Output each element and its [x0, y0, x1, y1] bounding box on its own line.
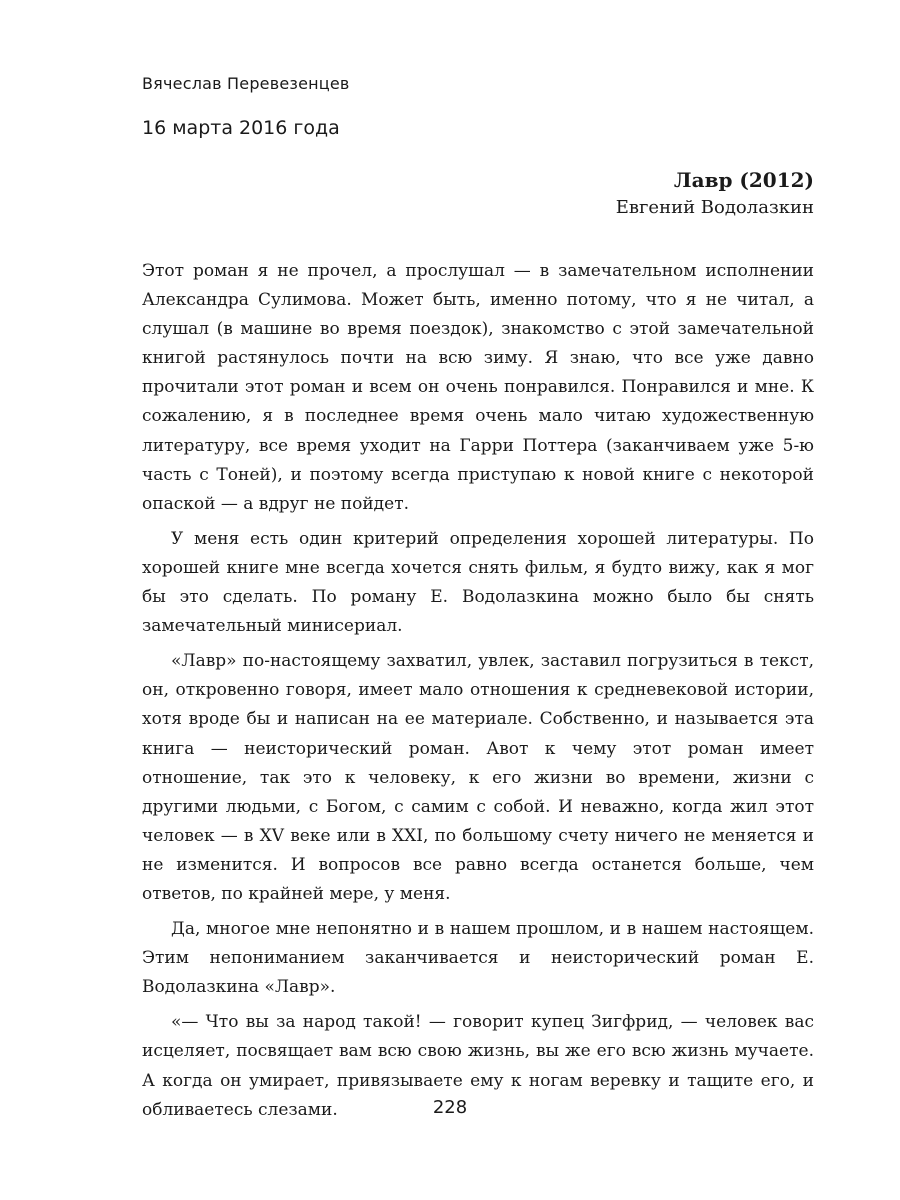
paragraph-5: «— Что вы за народ такой! — говорит купец Зигфрид, — человек вас исцеляет, посвящает вам всю свою жизнь, вы же его всю жизнь мучаете. А когда он умирает, привязываете ему к ногам веревку и тащите его, и обливаетесь слезами.: [142, 1012, 814, 1120]
paragraph-1: Этот роман я не прочел, а прослушал — в замечательном исполнении Александра Сулимова. Может быть, именно потому, что я не читал, а слушал (в машине во время поездок), знакомство с этой замечательной книгой растянулось почти на всю зиму. Я знаю, что все уже давно прочитали этот роман и всем он очень понравился. Понравился и мне. К сожалению, я в последнее время очень мало читаю художественную литературу, все время уходит на Гарри Поттера (заканчиваем уже 5-ю часть с Тоней), и поэтому всегда приступаю к новой книге с некоторой опаской — а вдруг не пойдет.: [142, 261, 814, 514]
paragraph-2: У меня есть один критерий определения хорошей литературы. По хорошей книге мне всегда хочется снять фильм, я будто вижу, как я мог бы это сделать. По роману Е. Водолазкина можно было бы снять замечательный минисериал.: [142, 528, 814, 637]
running-head: Вячеслав Перевезенцев: [142, 74, 350, 93]
page-number: 228: [432, 1097, 468, 1118]
book-author: Евгений Водолазкин: [615, 197, 814, 218]
entry-date: 16 марта 2016 года: [142, 117, 340, 139]
paragraph-3: «Лавр» по-настоящему захватил, увлек, заставил погрузиться в текст, он, откровенно говоря, имеет мало отношения к средневековой истории, хотя вроде бы и написан на ее материале. Собственно, и называется эта книга — неисторический роман. Авот к чему этот роман имеет отношение, так это к человеку, к его жизни во времени, жизни с другими людьми, с Богом, с самим с собой. И неважно, когда жил этот человек — в XV веке или в XXI, по большому счету ничего не меняется и не изменится. И вопросов все равно всегда останется больше, чем ответов, по крайней мере, у меня.: [142, 651, 814, 904]
paragraph-4: Да, многое мне непонятно и в нашем прошлом, и в нашем настоящем. Этим непониманием заканчивается и неисторический роман Е. Водолазкина «Лавр».: [142, 919, 814, 998]
body-text: [142, 257, 814, 1125]
book-title: Лавр (2012): [673, 168, 814, 192]
